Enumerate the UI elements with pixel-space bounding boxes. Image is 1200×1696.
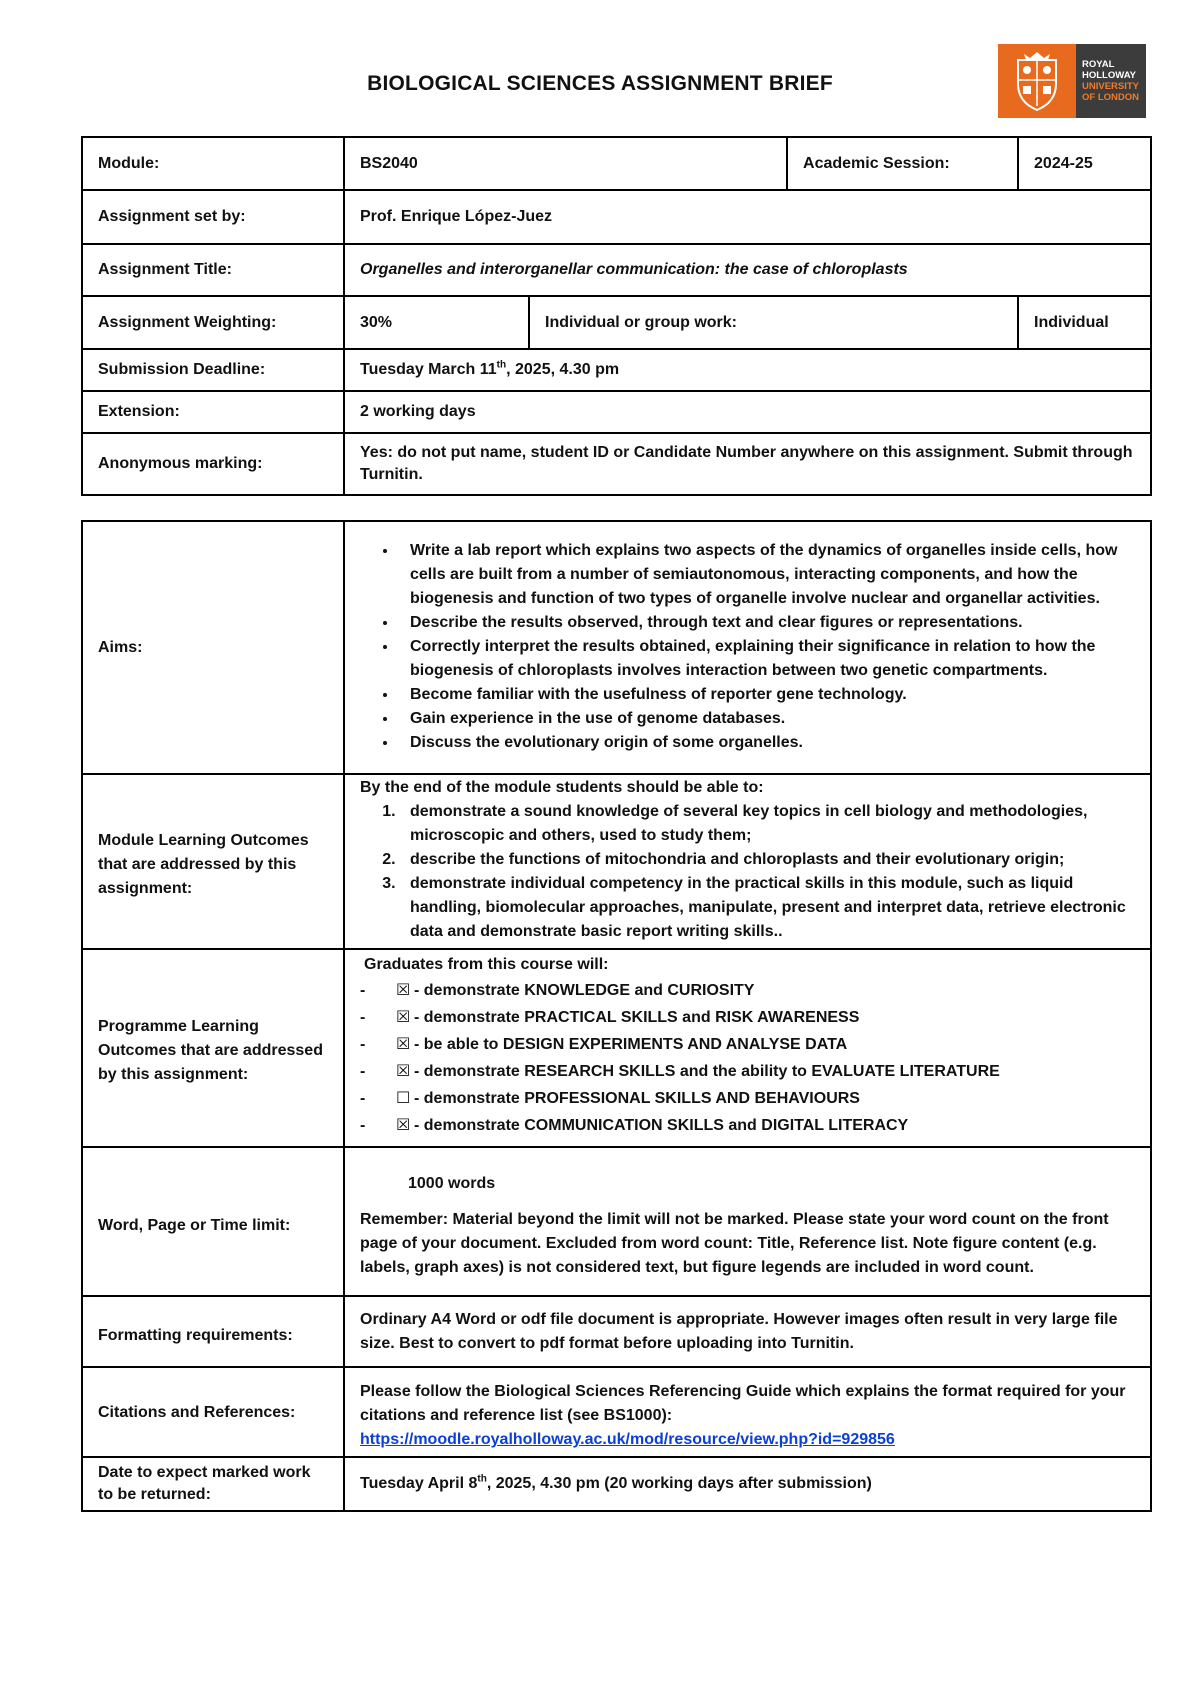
aims-item: • Write a lab report which explains two aspects of the dynamics of organelles inside cells, how cells are built from a number of semiautonomous, interacting components, and how the biogenesis and function of two types of organelle involve nuclear and organellar activities. bbox=[398, 539, 1135, 611]
programme-outcome-item bbox=[360, 1085, 1135, 1112]
weighting-value: 30% bbox=[344, 296, 529, 349]
word-limit-value: 1000 words bbox=[408, 1174, 496, 1192]
deadline-row bbox=[82, 349, 1151, 391]
checked-box-icon[interactable]: ☒ bbox=[396, 1063, 411, 1080]
session-value: 2024-25 bbox=[1018, 137, 1151, 190]
title-row bbox=[82, 244, 1151, 296]
university-logo bbox=[998, 44, 1146, 118]
checked-box-icon[interactable]: ☒ bbox=[396, 1036, 411, 1053]
work-type-value: Individual bbox=[1018, 296, 1151, 349]
university-crest-icon bbox=[998, 44, 1076, 118]
title-label: Assignment Title: bbox=[82, 244, 344, 296]
programme-outcomes-intro: Graduates from this course will: bbox=[364, 956, 609, 973]
checked-box-icon[interactable]: ☒ bbox=[396, 1117, 411, 1134]
return-date-row bbox=[82, 1457, 1151, 1511]
formatting-row bbox=[82, 1296, 1151, 1367]
module-outcomes-intro: By the end of the module students should be able to: bbox=[360, 778, 764, 796]
return-date-suffix: th bbox=[477, 1473, 487, 1485]
page-title: BIOLOGICAL SCIENCES ASSIGNMENT BRIEF bbox=[367, 72, 833, 95]
anonymous-marking-value: Yes: do not put name, student ID or Candidate Number anywhere on this assignment. Submit through Turnitin. bbox=[344, 433, 1151, 495]
module-outcomes-list bbox=[360, 800, 1135, 944]
citations-text: Please follow the Biological Sciences Referencing Guide which explains the format required for your citations and reference list (see BS1000): bbox=[360, 1383, 1126, 1424]
programme-outcomes-list bbox=[360, 977, 1135, 1139]
programme-outcome-text: - demonstrate RESEARCH SKILLS and the ability to EVALUATE LITERATURE bbox=[414, 1063, 1000, 1080]
logo-line-4: OF LONDON bbox=[1082, 92, 1139, 103]
anonymous-marking-row bbox=[82, 433, 1151, 495]
extension-label: Extension: bbox=[82, 391, 344, 433]
return-date-value bbox=[344, 1457, 1151, 1511]
assignment-requirements-table bbox=[81, 520, 1152, 1512]
aims-item: • Discuss the evolutionary origin of some organelles. bbox=[398, 731, 1135, 755]
module-outcome-item: 1. demonstrate a sound knowledge of several key topics in cell biology and methodologies, microscopic and others, used to study them; bbox=[400, 800, 1135, 848]
module-outcomes-row bbox=[82, 774, 1151, 949]
weighting-label: Assignment Weighting: bbox=[82, 296, 344, 349]
weighting-row bbox=[82, 296, 1151, 349]
module-outcome-item: 3. demonstrate individual competency in the practical skills in this module, such as liquid handling, biomolecular approaches, manipulate, present and interpret data, retrieve electronic data and demonstrate basic report writing skills.. bbox=[400, 872, 1135, 944]
work-type-label: Individual or group work: bbox=[529, 296, 1018, 349]
module-row bbox=[82, 137, 1151, 190]
deadline-date: Tuesday March 11 bbox=[360, 361, 497, 378]
checked-box-icon[interactable]: ☒ bbox=[396, 982, 411, 999]
programme-outcome-text: - demonstrate PRACTICAL SKILLS and RISK AWARENESS bbox=[414, 1009, 860, 1026]
word-limit-label: Word, Page or Time limit: bbox=[82, 1147, 344, 1296]
deadline-time: , 2025, 4.30 pm bbox=[506, 361, 620, 378]
session-label: Academic Session: bbox=[787, 137, 1018, 190]
unchecked-box-icon[interactable]: ☐ bbox=[396, 1090, 411, 1107]
aims-content bbox=[344, 521, 1151, 774]
logo-line-1: ROYAL bbox=[1082, 59, 1115, 70]
word-limit-note: Remember: Material beyond the limit will not be marked. Please state your word count on the front page of your document. Excluded from word count: Title, Reference list. Note figure content (e.g. labels, graph axes) is not considered text, but figure legends are included in word count. bbox=[360, 1210, 1109, 1276]
assignment-details-table bbox=[81, 136, 1152, 496]
formatting-label: Formatting requirements: bbox=[82, 1296, 344, 1367]
citations-content bbox=[344, 1367, 1151, 1457]
logo-line-3: UNIVERSITY bbox=[1082, 81, 1140, 92]
dash-bullet: - bbox=[360, 1117, 366, 1134]
aims-item: • Become familiar with the usefulness of reporter gene technology. bbox=[398, 683, 1135, 707]
programme-outcome-item bbox=[360, 977, 1135, 1004]
aims-item: • Correctly interpret the results obtained, explaining their significance in relation to how the biogenesis of chloroplasts involves interaction between two genetic compartments. bbox=[398, 635, 1135, 683]
logo-wordmark bbox=[1076, 44, 1146, 118]
module-outcomes-label: Module Learning Outcomes that are addressed by this assignment: bbox=[82, 774, 344, 949]
aims-list bbox=[360, 539, 1135, 755]
referencing-guide-link[interactable]: https://moodle.royalholloway.ac.uk/mod/resource/view.php?id=929856 bbox=[360, 1431, 895, 1448]
programme-outcomes-content bbox=[344, 949, 1151, 1147]
set-by-label: Assignment set by: bbox=[82, 190, 344, 244]
return-date-label: Date to expect marked work to be returned: bbox=[82, 1457, 344, 1511]
programme-outcome-item bbox=[360, 1031, 1135, 1058]
programme-outcome-text: - demonstrate COMMUNICATION SKILLS and DIGITAL LITERACY bbox=[414, 1117, 909, 1134]
module-outcome-item: 2. describe the functions of mitochondria and chloroplasts and their evolutionary origin; bbox=[400, 848, 1135, 872]
logo-line-2: HOLLOWAY bbox=[1082, 70, 1137, 81]
deadline-date-suffix: th bbox=[496, 359, 507, 371]
dash-bullet: - bbox=[360, 1036, 366, 1053]
aims-row bbox=[82, 521, 1151, 774]
set-by-row bbox=[82, 190, 1151, 244]
programme-outcome-text: - demonstrate PROFESSIONAL SKILLS AND BEHAVIOURS bbox=[414, 1090, 860, 1107]
citations-label: Citations and References: bbox=[82, 1367, 344, 1457]
set-by-value: Prof. Enrique López-Juez bbox=[344, 190, 1151, 244]
word-limit-row bbox=[82, 1147, 1151, 1296]
module-value: BS2040 bbox=[344, 137, 787, 190]
citations-row bbox=[82, 1367, 1151, 1457]
programme-outcome-item bbox=[360, 1004, 1135, 1031]
dash-bullet: - bbox=[360, 1063, 366, 1080]
aims-item: • Gain experience in the use of genome databases. bbox=[398, 707, 1135, 731]
module-outcomes-content bbox=[344, 774, 1151, 949]
programme-outcome-text: - demonstrate KNOWLEDGE and CURIOSITY bbox=[414, 982, 755, 999]
extension-value: 2 working days bbox=[344, 391, 1151, 433]
programme-outcome-text: - be able to DESIGN EXPERIMENTS AND ANALYSE DATA bbox=[414, 1036, 848, 1053]
return-date: Tuesday April 8 bbox=[360, 1475, 478, 1492]
return-time: , 2025, 4.30 pm (20 working days after submission) bbox=[486, 1475, 872, 1492]
programme-outcome-item bbox=[360, 1112, 1135, 1139]
formatting-value: Ordinary A4 Word or odf file document is appropriate. However images often result in very large file size. Best to convert to pdf format before uploading into Turnitin. bbox=[344, 1296, 1151, 1367]
dash-bullet: - bbox=[360, 1009, 366, 1026]
deadline-value bbox=[344, 349, 1151, 391]
anonymous-marking-label: Anonymous marking: bbox=[82, 433, 344, 495]
aims-label: Aims: bbox=[82, 521, 344, 774]
programme-outcome-item bbox=[360, 1058, 1135, 1085]
checked-box-icon[interactable]: ☒ bbox=[396, 1009, 411, 1026]
programme-outcomes-label: Programme Learning Outcomes that are addressed by this assignment: bbox=[82, 949, 344, 1147]
aims-item: • Describe the results observed, through text and clear figures or representations. bbox=[398, 611, 1135, 635]
deadline-label: Submission Deadline: bbox=[82, 349, 344, 391]
module-label: Module: bbox=[82, 137, 344, 190]
dash-bullet: - bbox=[360, 982, 366, 999]
title-value: Organelles and interorganellar communication: the case of chloroplasts bbox=[344, 244, 1151, 296]
word-limit-content bbox=[344, 1147, 1151, 1296]
programme-outcomes-row bbox=[82, 949, 1151, 1147]
extension-row bbox=[82, 391, 1151, 433]
dash-bullet: - bbox=[360, 1090, 366, 1107]
